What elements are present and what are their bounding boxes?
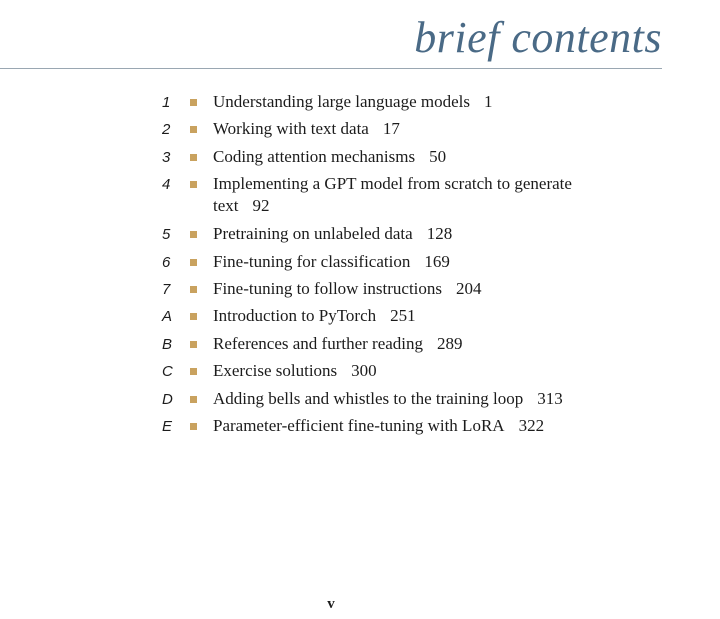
bullet-square-icon (190, 423, 197, 430)
chapter-text (213, 91, 613, 113)
chapter-title: Understanding large language models (213, 92, 470, 111)
chapter-number: 6 (162, 253, 171, 271)
chapter-title: Exercise solutions (213, 361, 338, 381)
appendix-letter: A (162, 308, 173, 326)
bullet-square-icon (190, 396, 197, 403)
chapter-text (213, 333, 613, 355)
page-title: brief contents (414, 13, 662, 62)
chapter-title: Working with text data (213, 119, 369, 139)
chapter-title: References and further reading (213, 333, 424, 353)
chapter-page: 300 (351, 361, 377, 381)
appendix-letter: C (162, 363, 173, 381)
bullet-square-icon (190, 181, 197, 188)
toc-entry-D[interactable] (0, 387, 720, 414)
toc-entry-A[interactable] (0, 304, 720, 331)
toc-entry-7[interactable] (0, 277, 720, 304)
chapter-text (213, 388, 613, 410)
appendix-letter: B (162, 335, 173, 353)
chapter-text (213, 305, 613, 327)
chapter-text (213, 118, 613, 140)
bullet-square-icon (190, 286, 197, 293)
chapter-page: 50 (429, 146, 447, 166)
bullet-square-icon (190, 341, 197, 348)
chapter-page: 313 (537, 388, 563, 408)
toc-entry-3[interactable] (0, 145, 720, 172)
appendix-letter: E (162, 417, 173, 435)
chapter-number: 3 (162, 148, 171, 166)
bullet-square-icon (190, 154, 197, 161)
chapter-text (213, 146, 613, 168)
toc-entry-E[interactable] (0, 414, 720, 441)
chapter-page: 322 (518, 415, 545, 435)
bullet-square-icon (190, 231, 197, 238)
toc-entry-1[interactable] (0, 90, 720, 117)
toc-entry-4[interactable] (0, 172, 720, 222)
chapter-title: Pretraining on unlabeled data (213, 224, 413, 244)
page-number: v (327, 596, 335, 612)
chapter-text (213, 415, 613, 437)
chapter-page: 289 (437, 333, 463, 353)
chapter-page: 92 (252, 196, 270, 216)
chapter-text (213, 251, 613, 273)
title-divider (0, 68, 662, 69)
chapter-page: 1 (483, 92, 493, 111)
chapter-title: Adding bells and whistles to the training loop (213, 388, 524, 408)
toc-entry-B[interactable] (0, 332, 720, 359)
chapter-title: Implementing a GPT model from scratch to generate text (213, 174, 572, 216)
bullet-square-icon (190, 313, 197, 320)
chapter-title: Fine-tuning to follow instructions (213, 278, 443, 298)
toc-entry-6[interactable] (0, 250, 720, 277)
chapter-number: 2 (162, 121, 171, 139)
toc-entry-2[interactable] (0, 117, 720, 144)
appendix-letter: D (162, 390, 173, 408)
toc-entry-5[interactable] (0, 222, 720, 249)
chapter-text (213, 360, 613, 382)
chapter-page: 204 (456, 278, 482, 298)
bullet-square-icon (190, 99, 197, 106)
chapter-title: Fine-tuning for classification (213, 251, 411, 271)
chapter-text (213, 278, 613, 300)
chapter-number: 4 (162, 176, 171, 194)
chapter-number: 7 (162, 280, 171, 298)
chapter-number: 5 (162, 226, 171, 244)
chapter-page: 128 (426, 224, 453, 244)
chapter-text (213, 173, 573, 217)
table-of-contents (0, 90, 720, 441)
chapter-page: 251 (390, 306, 416, 326)
chapter-number: 1 (162, 94, 171, 111)
chapter-title: Introduction to PyTorch (213, 306, 377, 326)
toc-entry-C[interactable] (0, 359, 720, 386)
bullet-square-icon (190, 126, 197, 133)
chapter-page: 169 (424, 251, 450, 271)
bullet-square-icon (190, 368, 197, 375)
chapter-text (213, 223, 613, 245)
chapter-page: 17 (382, 119, 400, 139)
bullet-square-icon (190, 259, 197, 266)
chapter-title: Parameter-efficient fine-tuning with LoRA (213, 415, 505, 435)
chapter-title: Coding attention mechanisms (213, 146, 416, 166)
